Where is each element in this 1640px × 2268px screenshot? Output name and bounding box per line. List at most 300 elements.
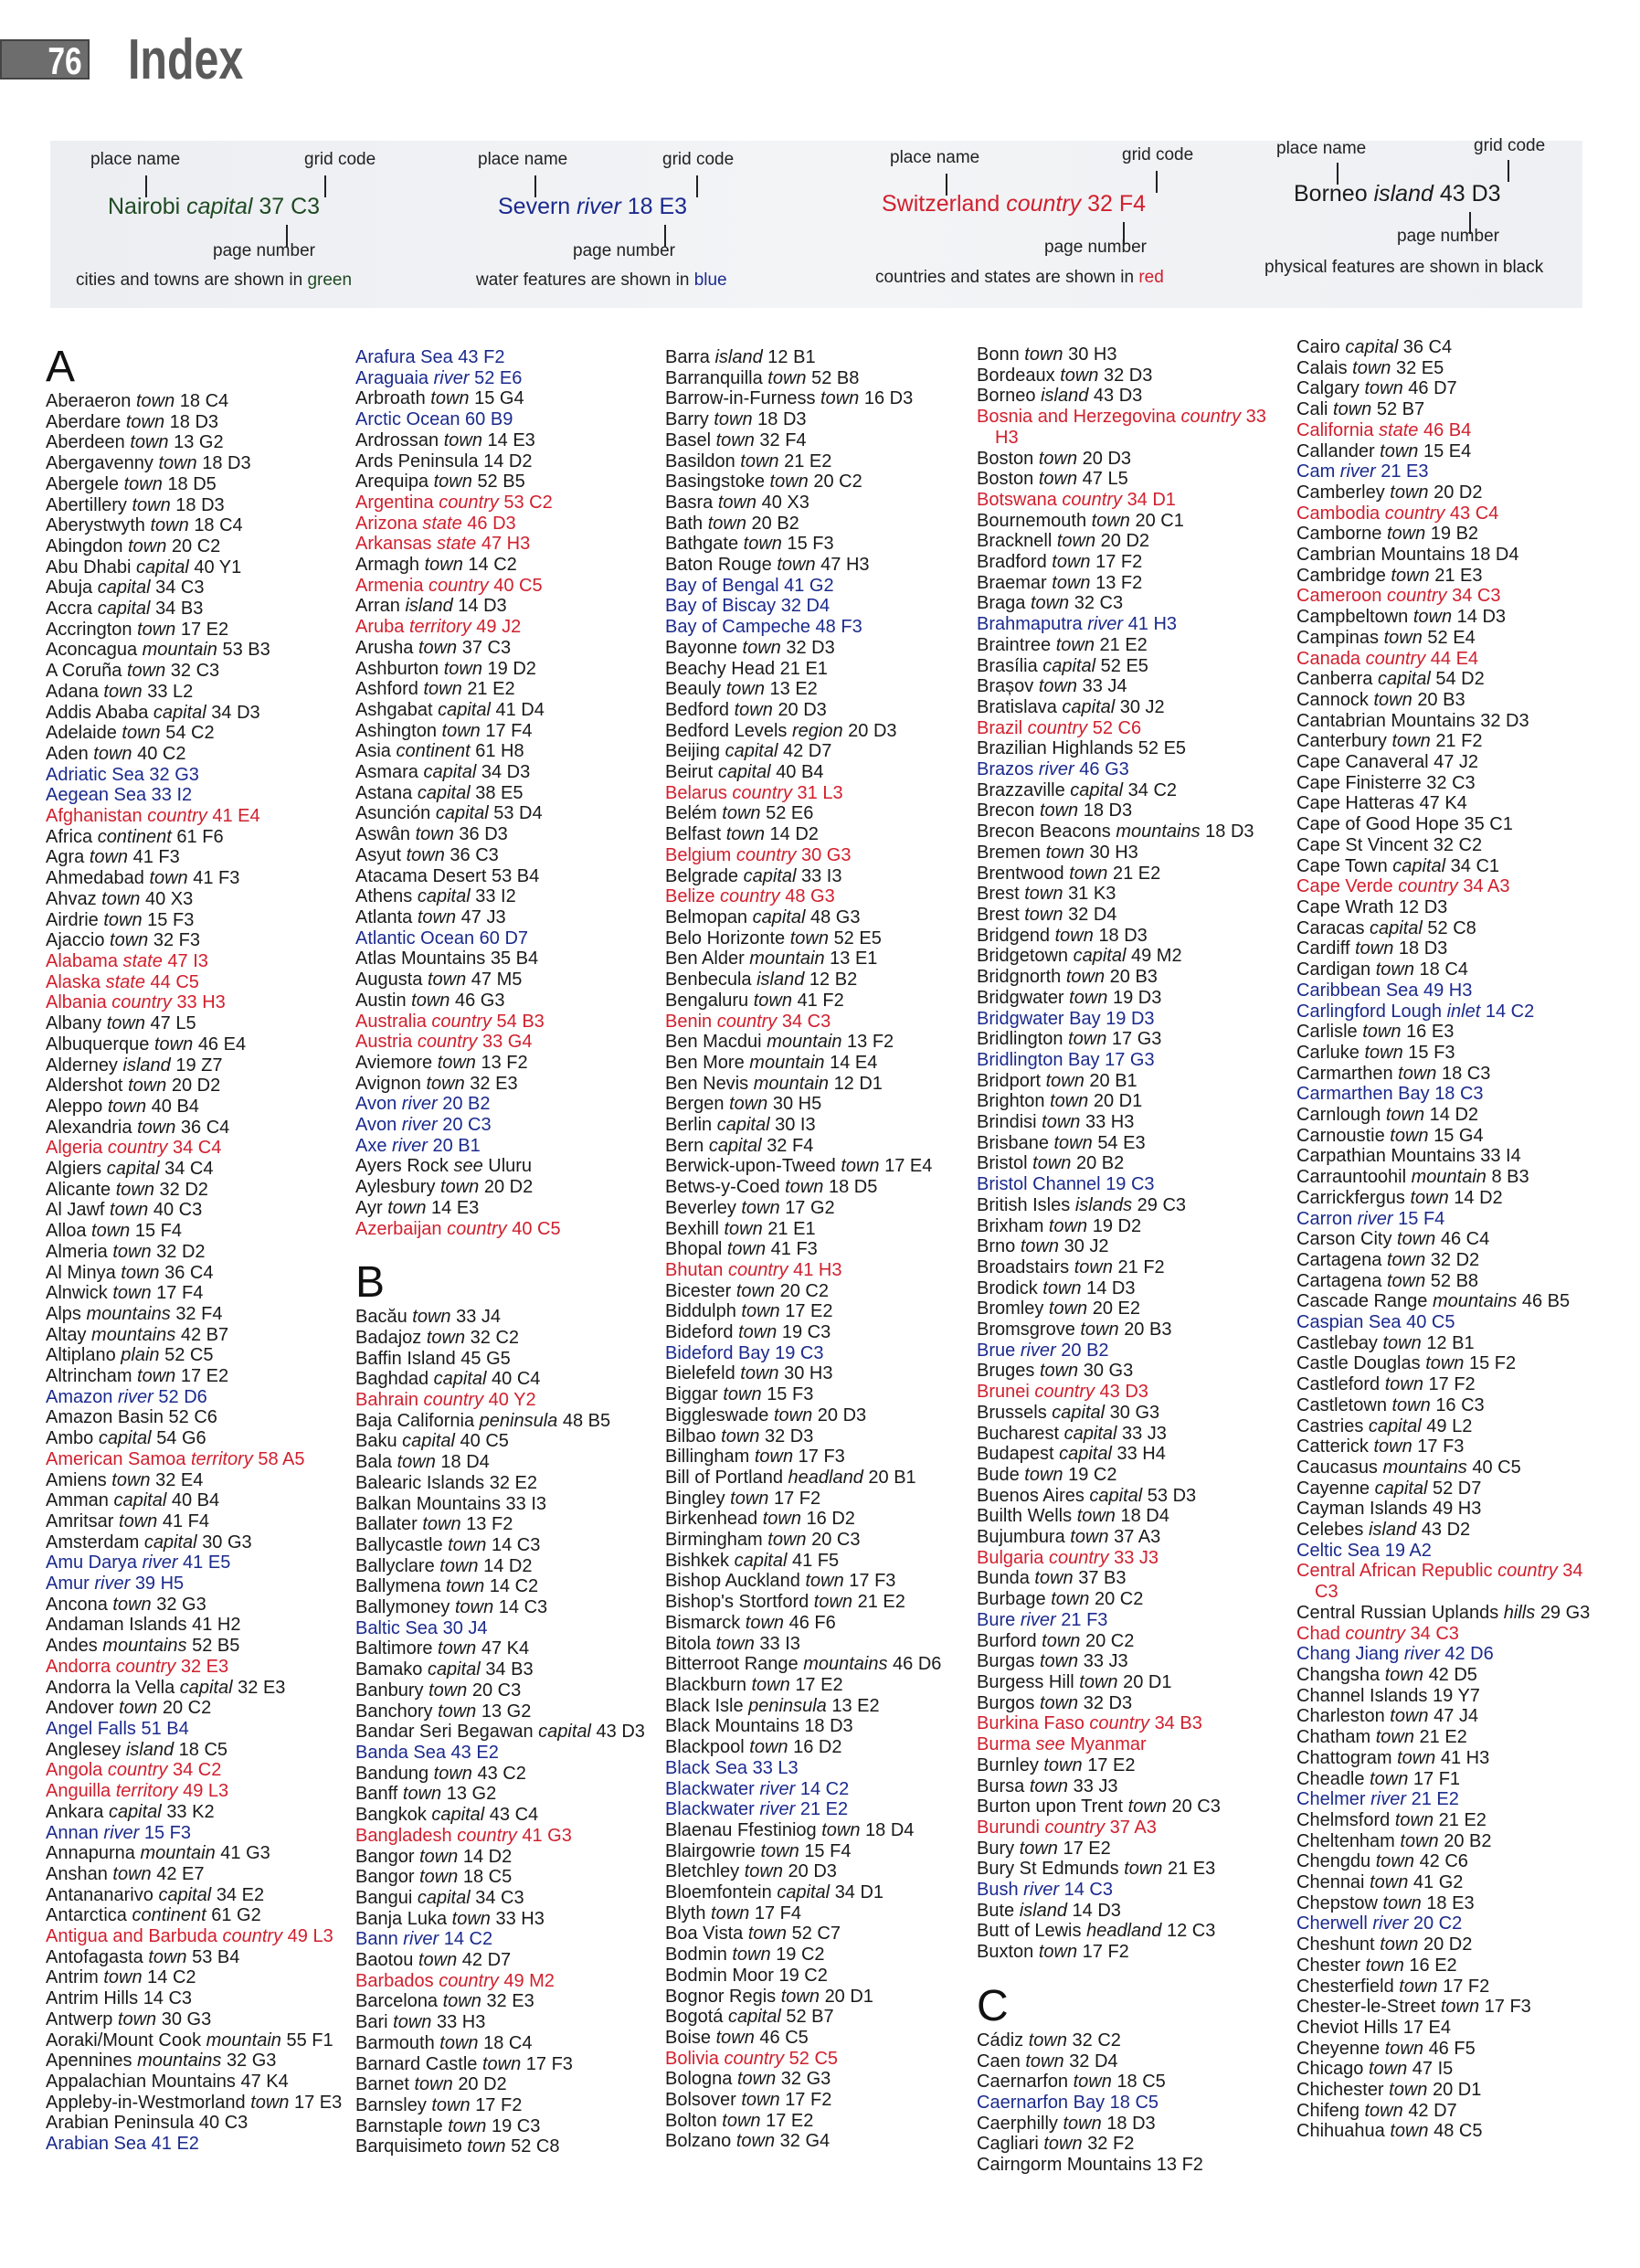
page-grid-reference: 32 C2 — [1072, 2030, 1121, 2051]
feature-type: town — [89, 847, 129, 868]
index-entry — [977, 1133, 1276, 1154]
feature-type: town — [132, 494, 171, 515]
page-grid-reference: 43 C2 — [477, 1763, 526, 1784]
place-name: Brussels — [977, 1402, 1047, 1423]
page-grid-reference: 18 D4 — [865, 1819, 915, 1840]
index-entry — [355, 347, 655, 368]
place-name: Cape Hatteras — [1296, 793, 1414, 814]
place-name: Chihuahua — [1296, 2121, 1385, 2142]
page-grid-reference: 34 D1 — [834, 1882, 884, 1903]
place-name: Abuja — [46, 578, 93, 599]
page-grid-reference: 52 D7 — [1433, 1478, 1482, 1499]
place-name: Callander — [1296, 440, 1375, 461]
page-grid-reference: 18 C4 — [179, 391, 229, 411]
page-grid-reference: 17 G2 — [785, 1197, 835, 1218]
index-entry — [46, 1864, 345, 1885]
feature-type: country — [1048, 1547, 1109, 1568]
feature-type: town — [730, 1488, 769, 1509]
page-grid-reference: 21 E2 — [467, 679, 515, 700]
index-entry — [46, 515, 345, 536]
index-entry — [977, 1050, 1276, 1071]
place-name: Belmopan — [665, 906, 748, 927]
index-entry — [1296, 2080, 1596, 2101]
page-grid-reference: 41 F5 — [791, 1550, 840, 1571]
place-name: Amritsar — [46, 1510, 114, 1531]
index-entry — [977, 593, 1276, 614]
index-entry — [355, 1198, 655, 1219]
feature-type: town — [1124, 1859, 1163, 1880]
page-grid-reference: 13 G2 — [481, 1701, 532, 1722]
index-entry — [46, 910, 345, 931]
feature-type: country — [1027, 717, 1088, 738]
place-name: Balearic Islands — [355, 1472, 485, 1493]
place-name: Bracknell — [977, 531, 1053, 552]
index-entry — [355, 1701, 655, 1722]
index-entry — [1296, 1520, 1596, 1541]
feature-type: town — [158, 453, 197, 474]
page-grid-reference: 17 G3 — [1105, 1049, 1155, 1070]
page-grid-reference: 19 D3 — [1112, 987, 1162, 1008]
page-grid-reference: 41 H3 — [1440, 1747, 1490, 1768]
page-grid-reference: 43 E2 — [450, 1743, 499, 1763]
feature-type: town — [753, 990, 792, 1011]
page-grid-reference: 36 C4 — [180, 1117, 230, 1138]
place-name: Cairngorm Mountains — [977, 2155, 1152, 2176]
feature-type: town — [734, 699, 773, 720]
index-entry — [977, 1009, 1276, 1030]
feature-type: town — [1024, 344, 1063, 365]
place-name: Cambodia — [1296, 503, 1381, 524]
index-entry — [977, 1651, 1276, 1672]
feature-type: island — [405, 596, 453, 617]
place-name: Ben Nevis — [665, 1073, 749, 1094]
index-entry — [665, 1322, 965, 1343]
page-grid-reference: 34 C3 — [1410, 1623, 1459, 1644]
index-entry — [355, 555, 655, 576]
index-entry — [46, 889, 345, 910]
feature-type: mountains — [91, 1324, 176, 1345]
feature-type: island — [1041, 386, 1089, 407]
place-name: Bandar Seri Begawan — [355, 1722, 534, 1743]
index-entry — [46, 703, 345, 724]
page-grid-reference: 41 H3 — [793, 1259, 842, 1280]
place-name: Chad — [1296, 1623, 1340, 1644]
feature-type: river — [401, 1115, 438, 1136]
page-grid-reference: 14 C3 — [1063, 1880, 1113, 1901]
page-grid-reference: 40 X3 — [144, 888, 194, 909]
feature-type: town — [424, 555, 463, 576]
page-grid-reference: 32 D3 — [1480, 710, 1529, 731]
page-grid-reference: 17 F2 — [1095, 552, 1143, 573]
index-entry — [46, 1449, 345, 1470]
page-grid-reference: 47 L5 — [1082, 469, 1128, 490]
place-name: Chifeng — [1296, 2100, 1360, 2121]
example-ref: 18 E3 — [627, 194, 688, 219]
feature-type: town — [724, 1218, 763, 1239]
feature-type: town — [443, 429, 482, 450]
index-entry — [1296, 1893, 1596, 1914]
page-grid-reference: 14 C2 — [489, 1576, 539, 1597]
place-name: Banja Luka — [355, 1908, 448, 1929]
feature-type: capital — [752, 906, 806, 927]
feature-type: continent — [97, 826, 172, 847]
page-grid-reference: 40 C2 — [137, 743, 186, 764]
place-name: Arran — [355, 596, 400, 617]
feature-type: town — [735, 2131, 776, 2152]
feature-type: country — [439, 492, 499, 513]
place-name: Bangui — [355, 1887, 413, 1908]
page-grid-reference: 52 E6 — [474, 367, 523, 388]
page-grid-reference: 17 E2 — [795, 1675, 843, 1695]
page-grid-reference: 17 F2 — [1443, 1976, 1490, 1997]
feature-type: country — [724, 2048, 785, 2069]
example-ref: 37 C3 — [259, 194, 321, 219]
index-entry — [1296, 731, 1596, 752]
page-grid-reference: 17 F2 — [785, 2090, 832, 2111]
page-grid-reference: 46 G3 — [1079, 759, 1129, 780]
place-name-label: place name — [890, 148, 980, 167]
page-grid-reference: 32 F4 — [175, 1303, 223, 1324]
place-name: Antigua and Barbuda — [46, 1926, 217, 1947]
index-entry — [355, 721, 655, 742]
index-entry — [977, 1236, 1276, 1257]
place-name: Camberley — [1296, 482, 1385, 503]
place-name: Biddulph — [665, 1301, 736, 1322]
page-grid-reference: 38 E5 — [475, 782, 524, 803]
page-grid-reference: 46 E4 — [197, 1033, 247, 1055]
index-entry — [665, 409, 965, 430]
index-entry — [46, 1657, 345, 1678]
feature-type: town — [137, 619, 176, 640]
index-entry — [977, 1755, 1276, 1776]
example-ref: 32 F4 — [1087, 191, 1147, 217]
place-name: Calgary — [1296, 378, 1360, 399]
index-entry — [355, 1136, 655, 1157]
index-entry — [665, 1654, 965, 1675]
index-entry — [977, 1319, 1276, 1341]
place-name: Cape Canaveral — [1296, 752, 1429, 773]
place-name: Augusta — [355, 970, 423, 991]
feature-type: town — [789, 927, 829, 949]
place-name: Altiplano — [46, 1345, 116, 1366]
feature-type: capital — [717, 762, 771, 783]
place-name: Aylesbury — [355, 1177, 436, 1198]
index-entry — [1296, 1416, 1596, 1437]
index-entry — [355, 638, 655, 659]
page-grid-reference: 14 E4 — [830, 1052, 878, 1073]
index-entry — [1296, 628, 1596, 649]
index-entry — [355, 1576, 655, 1597]
place-name: Alderney — [46, 1055, 118, 1076]
place-name: Brazzaville — [977, 779, 1065, 800]
index-entry — [665, 886, 965, 907]
place-name: Burundi — [977, 1817, 1040, 1838]
feature-type: peninsula — [479, 1410, 558, 1431]
index-entry — [46, 744, 345, 765]
place-name: Chicago — [1296, 2059, 1364, 2080]
caption-color: red — [1138, 268, 1164, 287]
index-entry — [665, 659, 965, 680]
place-name: Brighton — [977, 1091, 1045, 1112]
place-name: Chengdu — [1296, 1851, 1371, 1872]
place-name: Beachy Head — [665, 658, 776, 679]
grid-code-label: grid code — [1474, 136, 1546, 155]
page-grid-reference: 20 D2 — [1434, 482, 1483, 503]
place-name: Ashford — [355, 679, 418, 700]
index-entry — [1296, 1271, 1596, 1292]
place-name: Blackpool — [665, 1737, 745, 1758]
index-entry — [355, 1618, 655, 1639]
place-name: Bute — [977, 1900, 1015, 1921]
place-name: Bilbao — [665, 1425, 716, 1447]
place-name: Berlin — [665, 1115, 713, 1136]
index-entry — [665, 1675, 965, 1696]
page-grid-reference: 16 E2 — [1409, 1955, 1457, 1976]
place-name: Carnoustie — [1296, 1125, 1385, 1146]
feature-type: capital — [417, 886, 471, 907]
letter-heading: A — [46, 343, 76, 391]
page-grid-reference: 14 D2 — [483, 1555, 533, 1576]
index-entry — [1296, 1977, 1596, 1998]
place-name: Accrington — [46, 619, 132, 640]
pointer-line — [1508, 160, 1509, 182]
page-grid-reference: 18 D3 — [1098, 925, 1148, 946]
index-entry — [977, 1278, 1276, 1299]
letter-heading: B — [355, 1258, 386, 1308]
feature-type: town — [406, 844, 445, 865]
feature-type: town — [1032, 1153, 1072, 1174]
page-grid-reference: 15 F3 — [767, 1384, 814, 1405]
feature-type: town — [126, 661, 166, 682]
place-name: Baotou — [355, 1950, 414, 1971]
page-grid-reference: 20 B2 — [1075, 1153, 1125, 1174]
index-entry — [977, 1424, 1276, 1445]
page-grid-reference: 20 C2 — [813, 472, 862, 493]
feature-type: town — [711, 1902, 750, 1924]
feature-type: island — [1368, 1520, 1417, 1541]
page-grid-reference: 20 B2 — [1061, 1340, 1109, 1361]
index-entry — [46, 1595, 345, 1616]
feature-type: mountain — [767, 1032, 842, 1053]
index-entry — [1296, 1748, 1596, 1769]
page-grid-reference: 20 C1 — [1135, 510, 1184, 531]
place-name: Antwerp — [46, 2008, 113, 2030]
place-name: Boise — [665, 2027, 712, 2048]
feature-type: state — [436, 534, 477, 555]
page-number: 76 — [48, 39, 82, 82]
page-grid-reference: 52 B5 — [477, 472, 525, 493]
place-name: Blackwater — [665, 1799, 755, 1820]
page-grid-reference: 34 C1 — [1450, 855, 1500, 876]
page-grid-reference: 37 B3 — [1078, 1568, 1127, 1589]
place-name: Arequipa — [355, 472, 429, 493]
feature-type: capital — [438, 699, 491, 720]
page-grid-reference: 19 A2 — [1384, 1540, 1432, 1561]
place-name: Celebes — [1296, 1520, 1364, 1541]
page-grid-reference: 14 C3 — [143, 1988, 193, 2009]
page-grid-reference: 34 B3 — [1154, 1713, 1202, 1734]
page-grid-reference: 40 Y1 — [194, 556, 242, 578]
page-grid-reference: 32 G3 — [226, 2051, 277, 2072]
index-entry — [977, 1298, 1276, 1319]
place-name: Bromley — [977, 1298, 1044, 1319]
place-name: Bridgetown — [977, 946, 1069, 967]
place-name: Central African Republic — [1296, 1561, 1493, 1582]
feature-type: town — [1038, 469, 1078, 490]
place-name: Bodmin — [665, 1945, 727, 1966]
feature-type: mountains — [1382, 1457, 1467, 1478]
index-entry — [355, 1556, 655, 1577]
page-grid-reference: 48 F3 — [815, 617, 862, 638]
index-entry — [46, 1843, 345, 1864]
page-grid-reference: 15 F3 — [1408, 1042, 1455, 1063]
place-name: Cape Verde — [1296, 876, 1393, 897]
page-number-label: page number — [213, 241, 315, 260]
feature-type: town — [1385, 1105, 1425, 1126]
feature-type: country — [735, 844, 797, 865]
index-entry — [46, 1180, 345, 1201]
index-entry — [1296, 2018, 1596, 2039]
place-name: Cardigan — [1296, 959, 1371, 980]
place-name: Castlebay — [1296, 1332, 1378, 1353]
feature-type: country — [439, 1970, 499, 1991]
index-entry — [355, 430, 655, 451]
index-entry — [977, 1631, 1276, 1652]
place-name: Cheltenham — [1296, 1830, 1395, 1851]
index-entry — [1296, 1002, 1596, 1023]
place-name: Carrauntoohil — [1296, 1167, 1407, 1188]
feature-type: territory — [190, 1448, 253, 1469]
place-name: Arkansas — [355, 534, 432, 555]
page-grid-reference: 43 D3 — [1093, 386, 1143, 407]
page-grid-reference: 52 B7 — [786, 2007, 834, 2028]
place-name: Australia — [355, 1011, 427, 1032]
feature-type: town — [427, 970, 467, 991]
index-entry — [665, 388, 965, 409]
index-entry — [46, 1263, 345, 1284]
page-grid-reference: 52 C8 — [1427, 917, 1476, 938]
index-entry — [355, 2054, 655, 2075]
feature-type: town — [1038, 1942, 1078, 1963]
index-entry — [1296, 1541, 1596, 1562]
index-entry — [46, 2113, 345, 2134]
feature-type: town — [250, 2092, 290, 2113]
page-grid-reference: 52 E6 — [766, 803, 814, 824]
feature-type: country — [1365, 648, 1426, 669]
place-name: Boston — [977, 448, 1034, 469]
page-grid-reference: 14 D3 — [458, 596, 507, 617]
page-grid-reference: 20 B3 — [1109, 967, 1158, 988]
index-entry — [1296, 1934, 1596, 1955]
place-name: Ballycastle — [355, 1534, 443, 1555]
place-name: Brecon Beacons — [977, 821, 1111, 843]
index-entry — [1296, 980, 1596, 1002]
page-grid-reference: 14 C2 — [799, 1778, 850, 1799]
place-name: Altay — [46, 1324, 87, 1345]
page-grid-reference: 20 D2 — [458, 2074, 507, 2095]
page-grid-reference: 12 B1 — [767, 347, 816, 367]
page-grid-reference: 30 G3 — [1083, 1361, 1134, 1382]
place-name: Blackwater — [665, 1778, 755, 1799]
grid-code-label: grid code — [304, 150, 376, 169]
feature-type: capital — [1345, 337, 1399, 357]
page-grid-reference: 20 C3 — [471, 1680, 522, 1701]
index-entry — [1296, 2101, 1596, 2122]
place-name: Campbeltown — [1296, 607, 1409, 628]
index-entry — [355, 1156, 655, 1177]
place-name: Asyut — [355, 844, 402, 865]
place-name: Argentina — [355, 492, 434, 513]
place-name: Channel Islands — [1296, 1685, 1428, 1706]
place-name: Barnstaple — [355, 2115, 443, 2136]
index-entry — [665, 970, 965, 991]
index-entry — [1296, 1105, 1596, 1126]
feature-type: town — [430, 388, 470, 409]
page-grid-reference: 33 H3 — [1085, 1112, 1135, 1133]
place-name: Aegean Sea — [46, 785, 147, 806]
place-name: Canada — [1296, 648, 1361, 669]
page-grid-reference: 20 E2 — [1092, 1298, 1140, 1319]
page-grid-reference: 33 I3 — [505, 1493, 547, 1514]
index-entry — [665, 1634, 965, 1655]
page-grid-reference: 46 B4 — [1423, 419, 1472, 440]
feature-type: town — [1050, 1091, 1089, 1112]
page-grid-reference: 33 H3 — [995, 407, 1266, 448]
feature-type: capital — [417, 782, 471, 803]
page-grid-reference: 61 F6 — [176, 826, 224, 847]
index-entry — [977, 1361, 1276, 1382]
feature-type: town — [415, 824, 454, 845]
caption-text: cities and towns are shown in — [76, 270, 308, 290]
index-entry — [977, 1444, 1276, 1465]
place-name: Arctic Ocean — [355, 409, 460, 430]
index-entry — [665, 2069, 965, 2090]
index-entry — [665, 1136, 965, 1157]
page-grid-reference: 8 B3 — [1491, 1167, 1529, 1188]
feature-type: river — [392, 1135, 428, 1156]
place-name: Bruges — [977, 1361, 1035, 1382]
place-name: Blackburn — [665, 1675, 746, 1695]
index-entry — [1296, 959, 1596, 980]
page-grid-reference: 53 B3 — [222, 640, 270, 661]
index-entry — [355, 1328, 655, 1349]
feature-type: country — [107, 1760, 168, 1781]
page-grid-reference: 13 E2 — [831, 1695, 880, 1716]
index-entry — [977, 2093, 1276, 2114]
feature-type: capital — [106, 1159, 160, 1180]
feature-type: town — [110, 930, 149, 951]
feature-type: town — [1019, 1838, 1058, 1859]
example-type: capital — [186, 194, 253, 219]
index-entry — [1296, 2121, 1596, 2142]
index-entry — [355, 1680, 655, 1701]
place-name: Axe — [355, 1135, 387, 1156]
page-grid-reference: 33 J4 — [1082, 676, 1127, 697]
place-name: Aldershot — [46, 1076, 123, 1097]
index-entry — [1296, 607, 1596, 628]
feature-type: capital — [1374, 1478, 1428, 1499]
index-entry — [665, 534, 965, 555]
place-name: Baltimore — [355, 1638, 433, 1659]
index-entry — [355, 783, 655, 804]
page-grid-reference: 42 D7 — [782, 741, 832, 762]
feature-type: town — [1364, 1042, 1403, 1063]
legend-caption — [76, 270, 352, 291]
index-entry — [355, 741, 655, 762]
feature-type: town — [417, 906, 457, 927]
index-entry — [46, 1242, 345, 1263]
index-entry — [977, 490, 1276, 511]
